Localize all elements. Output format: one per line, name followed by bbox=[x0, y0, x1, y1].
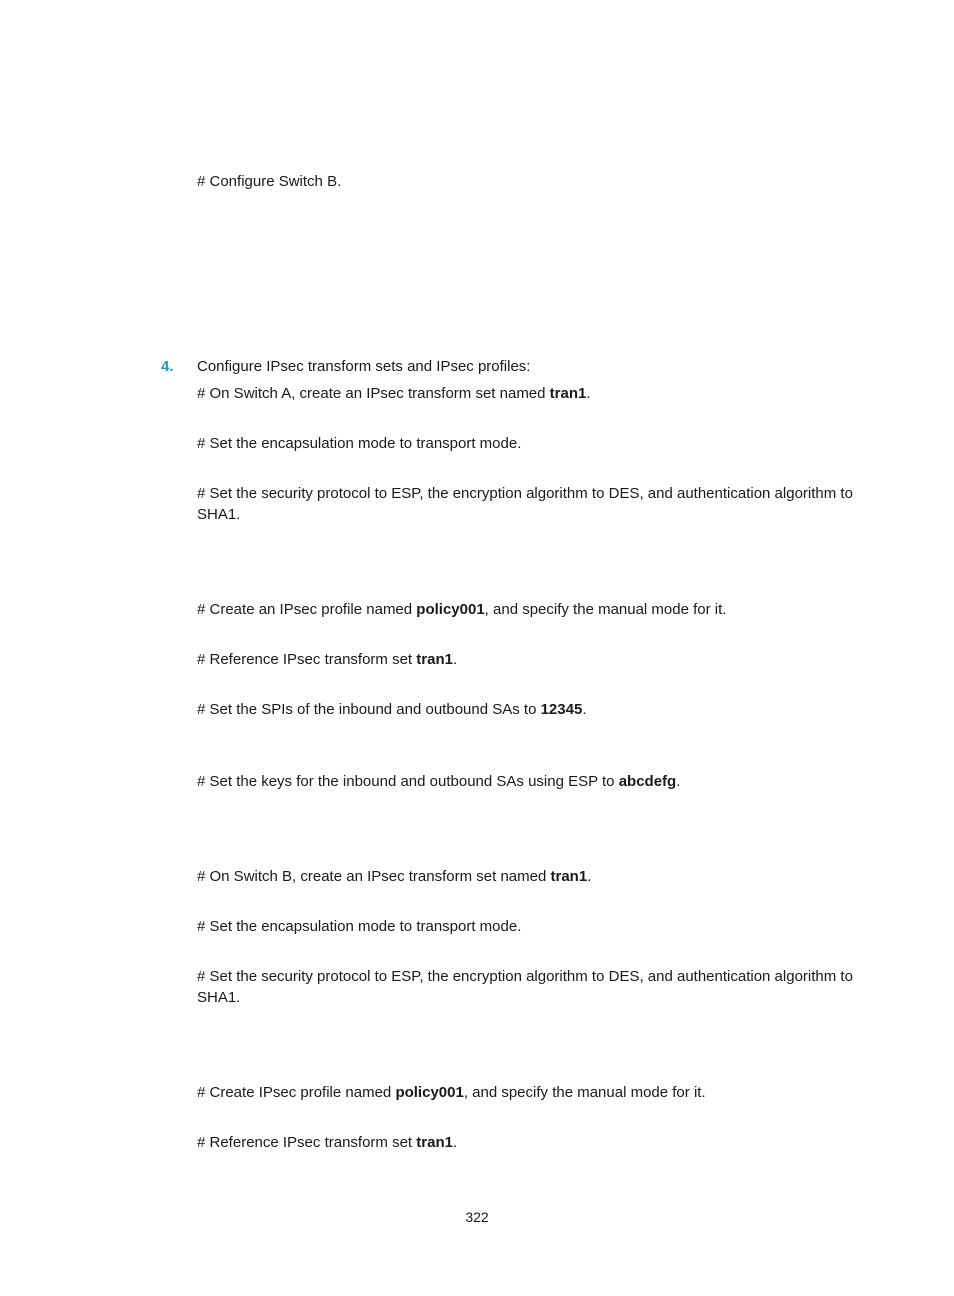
switch-b-protocol: # Set the security protocol to ESP, the encryption algorithm to DES, and authentication algorithm to SHA1. bbox=[197, 968, 853, 1006]
switch-a-encapsulation: # Set the encapsulation mode to transport mode. bbox=[197, 435, 522, 452]
switch-a-spis: # Set the SPIs of the inbound and outbound SAs to 12345. bbox=[197, 701, 587, 718]
page-number: 322 bbox=[465, 1209, 489, 1225]
switch-b-create-transform: # On Switch B, create an IPsec transform set named tran1. bbox=[197, 868, 592, 885]
switch-a-create-transform: # On Switch A, create an IPsec transform set named tran1. bbox=[197, 385, 591, 402]
switch-b-reference-transform: # Reference IPsec transform set tran1. bbox=[197, 1134, 458, 1151]
switch-a-reference-transform: # Reference IPsec transform set tran1. bbox=[197, 651, 458, 668]
switch-b-create-profile: # Create IPsec profile named policy001, and specify the manual mode for it. bbox=[197, 1084, 706, 1101]
step-title: Configure IPsec transform sets and IPsec profiles: bbox=[197, 358, 531, 375]
switch-a-keys: # Set the keys for the inbound and outbound SAs using ESP to abcdefg. bbox=[197, 773, 681, 790]
step-number: 4. bbox=[161, 358, 174, 375]
switch-a-create-profile: # Create an IPsec profile named policy001, and specify the manual mode for it. bbox=[197, 601, 727, 618]
configure-switch-b-text: # Configure Switch B. bbox=[197, 173, 342, 190]
switch-b-encapsulation: # Set the encapsulation mode to transport mode. bbox=[197, 918, 522, 935]
switch-a-protocol: # Set the security protocol to ESP, the encryption algorithm to DES, and authentication algorithm to SHA1. bbox=[197, 485, 853, 523]
